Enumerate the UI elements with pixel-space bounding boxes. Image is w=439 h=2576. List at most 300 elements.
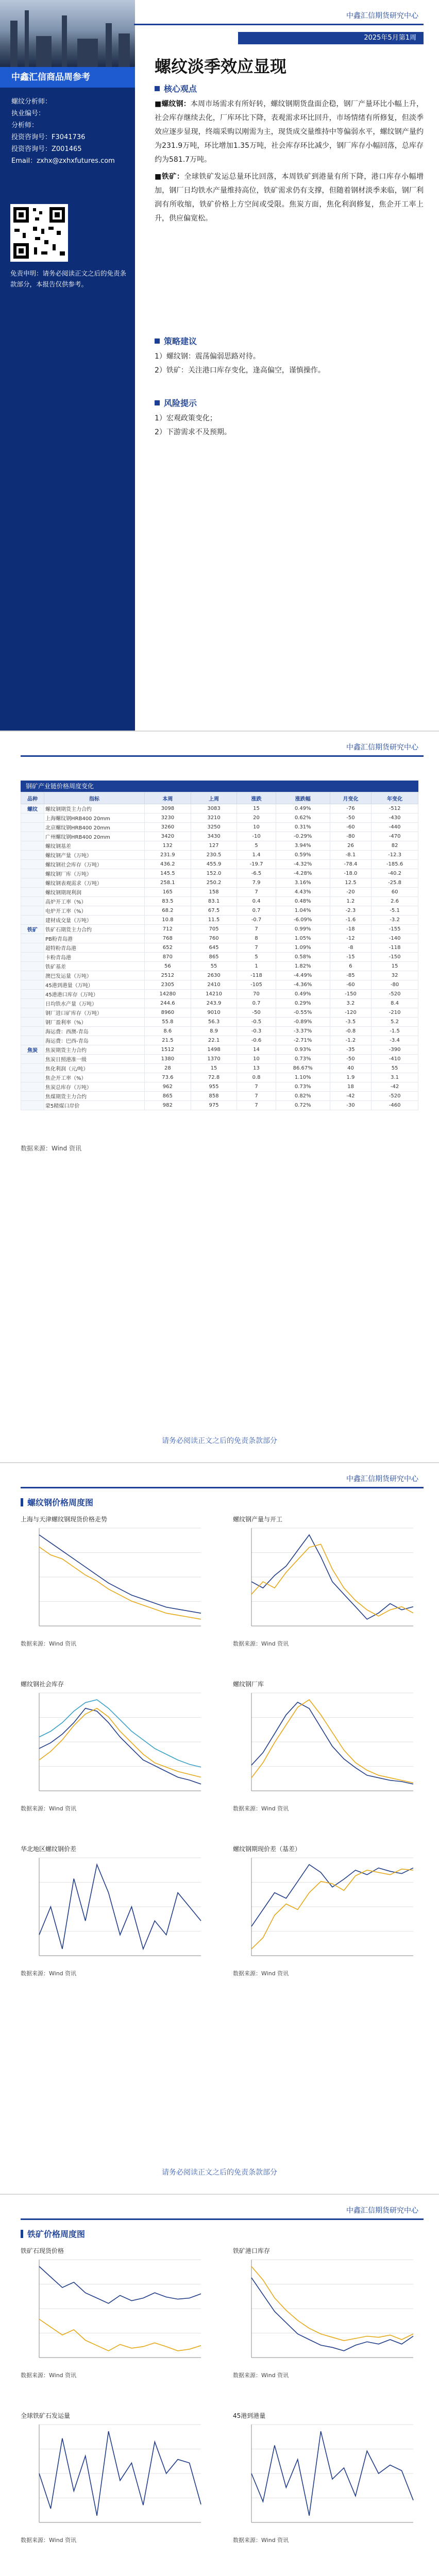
- chart-title: 螺纹钢期现价差（基差）: [233, 1845, 301, 1853]
- table-cell: [21, 962, 44, 971]
- page-header: [0, 1463, 439, 1491]
- table-cell: 8960: [145, 1008, 191, 1018]
- table-cell: -4.28%: [276, 869, 330, 878]
- table-cell: -10: [237, 832, 276, 841]
- column-header: 上周: [191, 792, 237, 804]
- table-cell: 0.99%: [276, 925, 330, 934]
- table-cell: 2305: [145, 980, 191, 990]
- table-cell: 3083: [191, 804, 237, 814]
- column-header: 涨跌幅: [276, 792, 330, 804]
- table-cell: -105: [237, 980, 276, 990]
- table-row: [21, 814, 418, 823]
- table-cell: -460: [372, 1101, 418, 1110]
- table-row: [21, 1027, 418, 1036]
- table-cell: 250.2: [191, 878, 237, 888]
- chart-title: 全球铁矿石发运量: [21, 2412, 71, 2419]
- chart: [233, 1680, 418, 1819]
- table-cell: 13: [237, 1064, 276, 1073]
- brand-title: 中鑫汇信商品周参考: [0, 67, 135, 88]
- table-cell: -185.6: [372, 860, 418, 869]
- table-cell: 1.04%: [276, 906, 330, 916]
- table-cell: -0.6: [237, 1036, 276, 1045]
- table-cell: 975: [191, 1101, 237, 1110]
- core-views-section: [155, 82, 424, 229]
- table-cell: 1380: [145, 1055, 191, 1064]
- table-cell: 10.8: [145, 916, 191, 925]
- table-row: [21, 906, 418, 916]
- table-cell: 5: [237, 841, 276, 851]
- table-cell: -25.8: [372, 878, 418, 888]
- table-cell: -1.2: [330, 1036, 371, 1045]
- table-cell: 0.82%: [276, 1092, 330, 1101]
- table-cell: -0.55%: [276, 1008, 330, 1018]
- table-cell: [21, 1027, 44, 1036]
- table-cell: 55: [191, 962, 237, 971]
- table-row: [21, 878, 418, 888]
- table-cell: -118: [237, 971, 276, 980]
- table-cell: -0.29%: [276, 832, 330, 841]
- table-cell: 螺纹钢产量（万吨）: [44, 851, 145, 860]
- iron-ore-paragraph: ■铁矿：全球铁矿发运总量环比回落，本周铁矿到港量有所下降，港口库存小幅增加，钢厂日均铁水产量维持高位，铁矿需求仍有支撑，但随着钢材淡季来临，钢厂利润有所收缩，铁矿价格上方空间或受限。焦炭方面，焦化利润修复，焦企开工率上升，供应偏宽松。: [155, 173, 424, 223]
- table-cell: 982: [145, 1101, 191, 1110]
- table-cell: -410: [372, 1055, 418, 1064]
- table-row: [21, 916, 418, 925]
- table-cell: 20: [237, 814, 276, 823]
- table-cell: 955: [191, 1082, 237, 1092]
- table-cell: -12.3: [372, 851, 418, 860]
- org-name: 中鑫汇信期货研究中心: [346, 743, 418, 752]
- table-cell: -85: [330, 971, 371, 980]
- table-cell: 56.3: [191, 1018, 237, 1027]
- column-header: 年变化: [372, 792, 418, 804]
- table-row: [21, 1008, 418, 1018]
- table-cell: -18: [330, 925, 371, 934]
- table-cell: 865: [145, 1092, 191, 1101]
- org-name: 中鑫汇信期货研究中心: [346, 12, 418, 20]
- table-cell: 螺纹钢期现利润: [44, 888, 145, 897]
- table-cell: -520: [372, 990, 418, 999]
- table-cell: 0.59%: [276, 851, 330, 860]
- table-cell: 14210: [191, 990, 237, 999]
- page-1: [0, 0, 439, 732]
- chart-source: 数据来源：Wind 资讯: [21, 2372, 77, 2379]
- para-label: ■铁矿：: [155, 173, 184, 181]
- table-cell: 0.73%: [276, 1082, 330, 1092]
- table-cell: 1370: [191, 1055, 237, 1064]
- table-cell: -430: [372, 814, 418, 823]
- table-row: [21, 1101, 418, 1110]
- chart: [233, 1844, 418, 1984]
- info-line: 投资咨询号：F3041736: [11, 133, 86, 141]
- table-cell: [21, 841, 44, 851]
- table-cell: 455.9: [191, 860, 237, 869]
- table-cell: -8: [330, 943, 371, 953]
- table-cell: -2.71%: [276, 1036, 330, 1045]
- table-cell: -3.2: [372, 916, 418, 925]
- org-name: 中鑫汇信期货研究中心: [346, 2207, 418, 2215]
- table-row: [21, 990, 418, 999]
- table-cell: -4.32%: [276, 860, 330, 869]
- table-cell: 2512: [145, 971, 191, 980]
- table-row: [21, 980, 418, 990]
- table-row: [21, 999, 418, 1008]
- info-line: 执业编号：: [11, 110, 45, 117]
- qr-code: [10, 204, 68, 262]
- table-cell: 712: [145, 925, 191, 934]
- table-cell: -440: [372, 823, 418, 832]
- table-cell: -4.36%: [276, 980, 330, 990]
- header-rule: [21, 755, 424, 757]
- table-cell: -80: [330, 832, 371, 841]
- column-header: 品种: [21, 792, 44, 804]
- table-cell: -76: [330, 804, 371, 814]
- table-cell: -12: [330, 934, 371, 943]
- table-cell: 铁矿石期货主力合约: [44, 925, 145, 934]
- table-cell: 8: [237, 934, 276, 943]
- table-row: [21, 832, 418, 841]
- table-row: [21, 1036, 418, 1045]
- table-cell: 73.6: [145, 1073, 191, 1082]
- table-cell: -15: [330, 953, 371, 962]
- table-cell: 3.16%: [276, 878, 330, 888]
- table-cell: -512: [372, 804, 418, 814]
- table-cell: -6.5: [237, 869, 276, 878]
- chart-plot: [233, 1524, 418, 1637]
- table-row: [21, 1055, 418, 1064]
- chart-source: 数据来源：Wind 资讯: [233, 1805, 289, 1812]
- table-row: [21, 971, 418, 980]
- table-cell: 海运费：西澳-青岛: [44, 1027, 145, 1036]
- table-cell: [21, 980, 44, 990]
- table-cell: 3260: [145, 823, 191, 832]
- table-cell: [21, 1073, 44, 1082]
- table-cell: -118: [372, 943, 418, 953]
- table-source: 数据来源：Wind 资讯: [21, 1145, 81, 1152]
- table-cell: 132: [145, 841, 191, 851]
- table-cell: 230.5: [191, 851, 237, 860]
- table-cell: 5: [237, 953, 276, 962]
- table-cell: 3210: [191, 814, 237, 823]
- table-cell: 1512: [145, 1045, 191, 1055]
- table-cell: 3.94%: [276, 841, 330, 851]
- table-cell: -0.8: [330, 1027, 371, 1036]
- table-cell: [21, 971, 44, 980]
- table-cell: 45港港口库存（万吨）: [44, 990, 145, 999]
- para-label: ■螺纹钢：: [155, 100, 191, 108]
- sidebar: [0, 0, 135, 732]
- table-cell: -0.89%: [276, 1018, 330, 1027]
- table-row: [21, 823, 418, 832]
- table-cell: 焦炭总库存（万吨）: [44, 1082, 145, 1092]
- table-cell: 760: [191, 934, 237, 943]
- table-row: [21, 1092, 418, 1101]
- chart-series-line: [251, 1544, 413, 1616]
- table-cell: 244.6: [145, 999, 191, 1008]
- table-cell: 0.31%: [276, 823, 330, 832]
- table-cell: 55: [372, 1064, 418, 1073]
- chart-series-line: [39, 1708, 201, 1777]
- chart: [21, 2411, 206, 2550]
- chart-source: 数据来源：Wind 资讯: [21, 1970, 77, 1977]
- table-cell: 8.6: [145, 1027, 191, 1036]
- info-line: 螺纹分析师：: [11, 98, 52, 106]
- table-cell: 82: [372, 841, 418, 851]
- table-cell: 705: [191, 925, 237, 934]
- table-cell: [21, 888, 44, 897]
- chart-title: 螺纹钢社会库存: [21, 1681, 64, 1688]
- table-cell: 3250: [191, 823, 237, 832]
- table-cell: -120: [330, 1008, 371, 1018]
- table-cell: 1.05%: [276, 934, 330, 943]
- table-row: [21, 1018, 418, 1027]
- table-cell: -140: [372, 934, 418, 943]
- table-cell: 14280: [145, 990, 191, 999]
- chart: [233, 1515, 418, 1654]
- table-cell: [21, 1092, 44, 1101]
- table-row: [21, 1064, 418, 1073]
- chart-plot: [233, 1854, 418, 1967]
- table-cell: 2.6: [372, 897, 418, 906]
- table-cell: [21, 1036, 44, 1045]
- table-cell: -3.37%: [276, 1027, 330, 1036]
- table-cell: 83.1: [191, 897, 237, 906]
- table-cell: 6: [330, 962, 371, 971]
- table-cell: 7.9: [237, 878, 276, 888]
- section-heading: 风险提示: [155, 397, 424, 409]
- table-cell: -150: [330, 990, 371, 999]
- table-cell: -60: [330, 980, 371, 990]
- table-cell: -210: [372, 1008, 418, 1018]
- chart-series-line: [251, 1865, 413, 1926]
- page-header: [0, 0, 439, 28]
- chart-series-line: [251, 1702, 413, 1784]
- table-cell: 4.43%: [276, 888, 330, 897]
- table-cell: 3098: [145, 804, 191, 814]
- chart-plot: [233, 1689, 418, 1802]
- table-cell: 231.9: [145, 851, 191, 860]
- table-cell: 电炉开工率（%）: [44, 906, 145, 916]
- section-heading: 策略建议: [155, 335, 424, 347]
- table-cell: 12.5: [330, 878, 371, 888]
- table-row: [21, 925, 418, 934]
- table-cell: [21, 1018, 44, 1027]
- table-cell: 1.2: [330, 897, 371, 906]
- table-cell: -78.4: [330, 860, 371, 869]
- chart-source: 数据来源：Wind 资讯: [233, 1640, 289, 1647]
- info-line: 分析师：: [11, 122, 39, 129]
- table-cell: 0.7: [237, 999, 276, 1008]
- table-cell: 螺纹: [21, 804, 44, 814]
- table-cell: 18: [330, 1082, 371, 1092]
- table-row: [21, 869, 418, 878]
- table-cell: 15: [237, 804, 276, 814]
- chart-source: 数据来源：Wind 资讯: [21, 1640, 77, 1647]
- table-cell: 0.72%: [276, 1101, 330, 1110]
- chart-plot: [233, 2256, 418, 2369]
- chart-series-line: [251, 2266, 413, 2341]
- table-cell: 7: [237, 888, 276, 897]
- page-4: [0, 2195, 439, 2576]
- table-cell: 8.4: [372, 999, 418, 1008]
- table-cell: 1.9: [330, 1073, 371, 1082]
- table-cell: -42: [330, 1092, 371, 1101]
- table-cell: 0.4: [237, 897, 276, 906]
- table-cell: [21, 943, 44, 953]
- table-cell: 北京螺纹钢HRB400 20mm: [44, 823, 145, 832]
- table-cell: 0.49%: [276, 990, 330, 999]
- table-cell: 螺纹钢社会库存（万吨）: [44, 860, 145, 869]
- table-cell: 15: [191, 1064, 237, 1073]
- column-header: 月变化: [330, 792, 371, 804]
- table-cell: 蒙5精煤口岸价: [44, 1101, 145, 1110]
- table-cell: -8.1: [330, 851, 371, 860]
- table-cell: 3420: [145, 832, 191, 841]
- table-cell: 865: [191, 953, 237, 962]
- table-cell: -60: [330, 823, 371, 832]
- chart-source: 数据来源：Wind 资讯: [233, 2537, 289, 2544]
- header-rule: [134, 24, 424, 25]
- chart-series-line: [251, 2278, 413, 2351]
- table-cell: 1.09%: [276, 943, 330, 953]
- table-cell: 145.5: [145, 869, 191, 878]
- table-cell: 0.48%: [276, 897, 330, 906]
- table-cell: 55.8: [145, 1018, 191, 1027]
- table-cell: -50: [237, 1008, 276, 1018]
- table-cell: 436.2: [145, 860, 191, 869]
- table-cell: 858: [191, 1092, 237, 1101]
- table-cell: 8.9: [191, 1027, 237, 1036]
- table-cell: 焦炭期货主力合约: [44, 1045, 145, 1055]
- table-cell: 日均铁水产量（万吨）: [44, 999, 145, 1008]
- table-cell: 152.0: [191, 869, 237, 878]
- page-header: [0, 2195, 439, 2223]
- table-cell: 68.2: [145, 906, 191, 916]
- table-cell: 铁矿基差: [44, 962, 145, 971]
- table-cell: 645: [191, 943, 237, 953]
- table-row: [21, 953, 418, 962]
- table-cell: [21, 832, 44, 841]
- table-cell: 165: [145, 888, 191, 897]
- table-cell: 870: [145, 953, 191, 962]
- chart-series-line: [39, 1547, 201, 1619]
- table-cell: -5.1: [372, 906, 418, 916]
- table-cell: 22.1: [191, 1036, 237, 1045]
- table-cell: 焦炭日照港准一级: [44, 1055, 145, 1064]
- rebar-paragraph: ■螺纹钢：本周市场需求有所好转，螺纹钢期货盘面企稳，钢厂产量环比小幅上升，社会库存继续去化，厂库环比下降，表观需求环比回升，市场情绪有所修复，但淡季效应逐步显现，终端采购以刚需为主，现货成交量维持中等偏弱水平，螺纹钢产量约为231.9万吨，环比增加1.35万吨，社会库存环比减少，钢厂库存小幅回落，总库存约为581.7万吨。: [155, 100, 424, 164]
- table-cell: 3430: [191, 832, 237, 841]
- column-header: 本周: [145, 792, 191, 804]
- table-cell: 1.4: [237, 851, 276, 860]
- strategy-item: 1）螺纹钢：震荡偏弱思路对待。: [155, 352, 260, 361]
- table-cell: 螺纹钢期货主力合约: [44, 804, 145, 814]
- table-cell: 86.67%: [276, 1064, 330, 1073]
- chart-title: 45港到港量: [233, 2412, 266, 2419]
- chart: [21, 2246, 206, 2385]
- table-cell: 70: [237, 990, 276, 999]
- table-cell: 7: [237, 1101, 276, 1110]
- table-cell: -470: [372, 832, 418, 841]
- chart-source: 数据来源：Wind 资讯: [21, 2537, 77, 2544]
- page-3: [0, 1463, 439, 2195]
- table-cell: [21, 1055, 44, 1064]
- table-cell: 广州螺纹钢HRB400 20mm: [44, 832, 145, 841]
- table-cell: [21, 851, 44, 860]
- table-cell: [21, 1082, 44, 1092]
- table-cell: 7: [237, 1092, 276, 1101]
- table-cell: 83.5: [145, 897, 191, 906]
- table-cell: 962: [145, 1082, 191, 1092]
- chart-plot: [21, 1524, 206, 1637]
- table-cell: [21, 860, 44, 869]
- table-cell: 56: [145, 962, 191, 971]
- table-cell: 1.82%: [276, 962, 330, 971]
- table-cell: [21, 990, 44, 999]
- table-cell: 0.49%: [276, 804, 330, 814]
- table-cell: 钢厂盈利率（%）: [44, 1018, 145, 1027]
- table-cell: 0.7: [237, 906, 276, 916]
- table-cell: [21, 1101, 44, 1110]
- table-cell: 14: [237, 1045, 276, 1055]
- chart-title: 上海与天津螺纹钢现货价格走势: [21, 1516, 108, 1523]
- chart: [233, 2246, 418, 2385]
- table-cell: 1: [237, 962, 276, 971]
- column-header: 指标: [44, 792, 145, 804]
- table-cell: 2410: [191, 980, 237, 990]
- table-cell: 67.5: [191, 906, 237, 916]
- table-cell: 3.2: [330, 999, 371, 1008]
- table-cell: 3.1: [372, 1073, 418, 1082]
- table-cell: 5.2: [372, 1018, 418, 1027]
- table-cell: 螺纹钢基差: [44, 841, 145, 851]
- table-cell: 258.1: [145, 878, 191, 888]
- chart-plot: [233, 2420, 418, 2534]
- table-row: [21, 851, 418, 860]
- chart-source: 数据来源：Wind 资讯: [233, 1970, 289, 1977]
- table-cell: 高炉开工率（%）: [44, 897, 145, 906]
- table-cell: 7: [237, 925, 276, 934]
- table-cell: 10: [237, 1055, 276, 1064]
- table-cell: 钢厂进口矿库存（万吨）: [44, 1008, 145, 1018]
- chart-series-line: [39, 2319, 201, 2351]
- info-line: Email：zxhx@zxhxfutures.com: [11, 157, 115, 165]
- table-cell: -18.0: [330, 869, 371, 878]
- table-cell: -20: [330, 888, 371, 897]
- table-cell: 建材成交量（万吨）: [44, 916, 145, 925]
- chart-plot: [21, 2256, 206, 2369]
- chart-title: 华北地区螺纹钢价差: [21, 1845, 77, 1853]
- table-row: [21, 888, 418, 897]
- table-cell: -390: [372, 1045, 418, 1055]
- table-cell: 60: [372, 888, 418, 897]
- risk-item: 1）宏观政策变化；: [155, 414, 217, 422]
- table-cell: 3230: [145, 814, 191, 823]
- chart: [21, 1844, 206, 1984]
- page-2: [0, 732, 439, 1463]
- table-cell: 127: [191, 841, 237, 851]
- chart: [233, 2411, 418, 2550]
- table-row: [21, 943, 418, 953]
- risk-item: 2）下游需求不及预期。: [155, 428, 231, 436]
- sidebar-disclaimer: 免责申明：请务必阅读正文之后的免责条款部分，本报告仅供参考。: [10, 269, 127, 288]
- table-cell: -40.2: [372, 869, 418, 878]
- table-cell: 158: [191, 888, 237, 897]
- table-row: [21, 860, 418, 869]
- square-bullet-icon: [155, 338, 160, 344]
- table-row: [21, 841, 418, 851]
- table-cell: -30: [330, 1101, 371, 1110]
- table-cell: -50: [330, 1055, 371, 1064]
- table-cell: 焦化利润（元/吨）: [44, 1064, 145, 1073]
